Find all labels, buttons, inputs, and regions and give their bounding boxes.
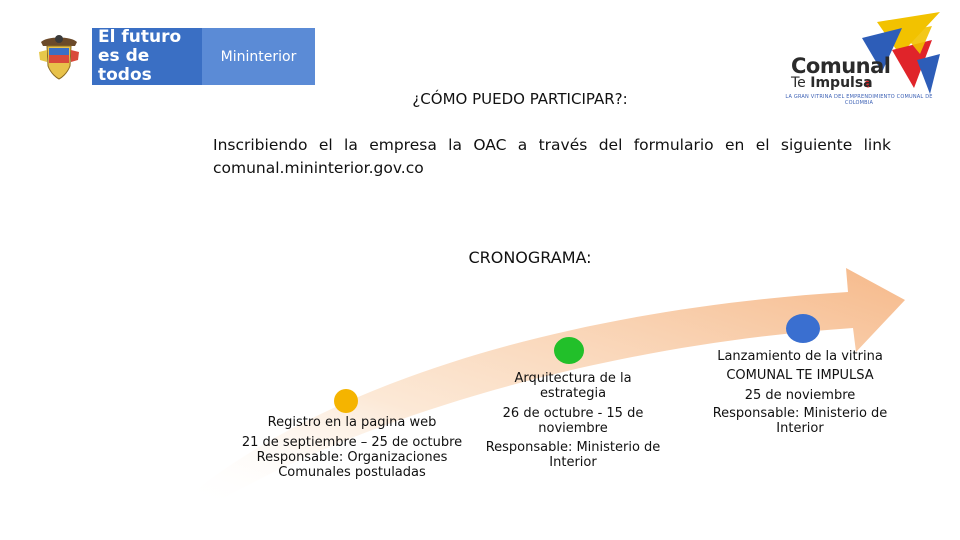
milestone-1-dot <box>334 389 358 413</box>
milestone-2-dates: 26 de octubre - 15 de noviembre <box>502 406 644 436</box>
brand-name-line-1: Comunal <box>791 54 891 78</box>
milestone-1 <box>232 415 472 480</box>
milestone-2-dot <box>554 337 584 364</box>
schedule-title: CRONOGRAMA: <box>468 248 592 267</box>
milestone-2-responsible: Responsable: Ministerio de Interior <box>485 440 661 470</box>
slogan-line-2: es de todos <box>98 46 152 85</box>
milestone-3-title: Lanzamiento de la vitrina COMUNAL TE IMPULSA <box>717 349 883 383</box>
milestone-2 <box>484 371 662 470</box>
slogan-line-1: El futuro <box>98 27 182 47</box>
milestone-1-responsible: Responsable: Organizaciones Comunales postuladas <box>256 450 448 480</box>
government-logo <box>26 28 315 85</box>
colombia-coat-of-arms-icon <box>26 28 92 85</box>
milestone-2-title: Arquitectura de la estrategia <box>514 371 632 401</box>
brand-name-line-2 <box>791 75 873 91</box>
milestone-1-dates: 21 de septiembre – 25 de octubre <box>241 435 463 450</box>
brand-tagline: LA GRAN VITRINA DEL EMPRENDIMIENTO COMUNAL DE COLOMBIA <box>785 94 933 106</box>
milestone-1-title: Registro en la pagina web <box>267 415 437 430</box>
slogan-block <box>92 28 202 85</box>
brand-name-part-a: Te <box>791 75 811 91</box>
milestone-3-dates: 25 de noviembre <box>744 388 856 403</box>
intro-paragraph: Inscribiendo el la empresa la OAC a través del formulario en el siguiente link comunal.mininterior.gov.co <box>213 136 891 177</box>
page-heading: ¿CÓMO PUEDO PARTICIPAR?: <box>412 90 628 108</box>
milestone-3-dot <box>786 314 820 343</box>
milestone-3 <box>700 347 900 436</box>
brand-name-part-b: Impulsa <box>810 75 873 91</box>
comunal-te-impulsa-logo <box>782 10 942 110</box>
ministry-label: Mininterior <box>202 28 315 85</box>
milestone-3-responsible: Responsable: Ministerio de Interior <box>712 406 888 436</box>
